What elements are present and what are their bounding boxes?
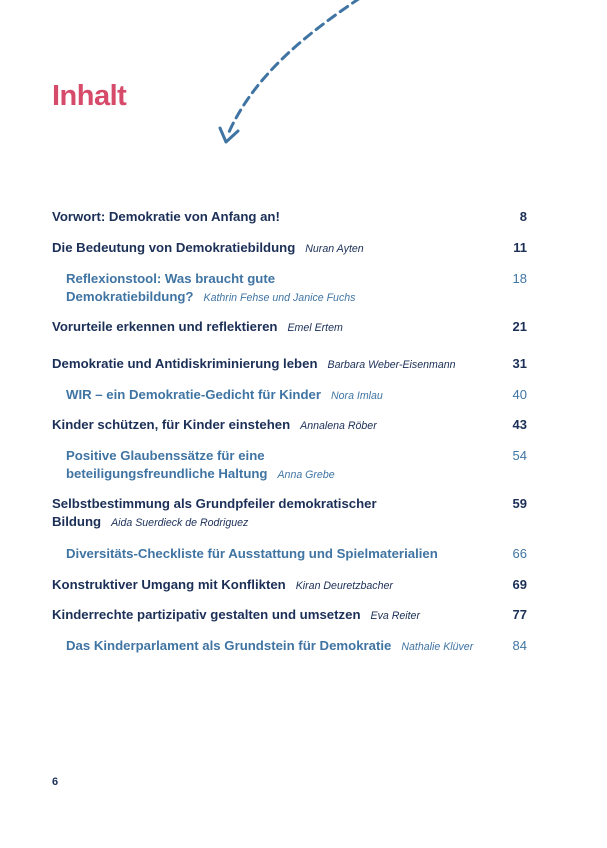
toc-entry-title-line: Positive Glaubenssätze für eine [66,448,265,463]
toc-entry-vorwort[interactable] [52,208,527,226]
toc-author: Aida Suerdieck de Rodriguez [111,517,249,529]
toc-entry-title-line: WIR – ein Demokratie-Gedicht für Kinder Nora Imlau [66,387,383,402]
toc-entry-kinder-schuetzen[interactable] [52,416,527,435]
toc-author: Kathrin Fehse und Janice Fuchs [203,292,356,304]
toc-page-number: 40 [512,387,527,402]
toc-entry-title-line: Kinder schützen, für Kinder einstehen Annalena Röber [52,417,377,432]
toc-entry-konflikte[interactable] [52,576,527,595]
toc-page-number: 66 [512,546,527,561]
toc-entry-diversitaets-checkliste[interactable] [66,545,527,563]
toc-page-number: 77 [512,607,527,622]
toc-entry-title-line: Reflexionstool: Was braucht gute [66,271,276,286]
toc-entry-title-line: Diversitäts-Checkliste für Ausstattung und Spielmaterialien [66,546,438,561]
toc-entry-title-line: Demokratie und Antidiskriminierung leben Barbara Weber-Eisenmann [52,356,456,371]
toc-author: Barbara Weber-Eisenmann [327,359,456,371]
toc-page-number: 59 [512,496,527,511]
toc-entry-title-line: Die Bedeutung von Demokratiebildung Nuran Ayten [52,240,364,255]
toc-page-number: 18 [512,271,527,286]
toc-entry-wir-gedicht[interactable] [66,386,527,405]
toc-entry-bedeutung-demokratiebildung[interactable] [52,239,527,258]
toc-page-number: 11 [513,240,527,255]
toc-author: Kiran Deuretzbacher [295,580,393,592]
toc-author: Nathalie Klüver [401,641,474,653]
toc-entry-title-line: beteiligungsfreundliche Haltung Anna Grebe [66,466,335,481]
toc-entry-vorurteile[interactable] [52,318,527,337]
toc-entry-kinderparlament[interactable] [66,637,527,656]
toc-author: Emel Ertem [287,322,343,334]
toc-author: Annalena Röber [300,420,377,432]
toc-entry-selbstbestimmung[interactable] [52,495,527,532]
toc-entry-glaubenssaetze[interactable] [66,447,527,484]
toc-entry-reflexionstool[interactable] [66,270,527,307]
page-number-footer: 6 [52,776,59,788]
toc-page-number: 54 [512,448,527,463]
toc-page-number: 31 [512,356,527,371]
toc-page-number: 69 [512,577,527,592]
toc-entry-title-line: Selbstbestimmung als Grundpfeiler demokratischer [52,496,377,511]
toc-entry-title-line: Das Kinderparlament als Grundstein für Demokratie Nathalie Klüver [66,638,474,653]
toc-author: Eva Reiter [370,610,420,622]
toc-entry-title-line: Konstruktiver Umgang mit Konflikten Kiran Deuretzbacher [52,577,393,592]
toc-entry-title-line: Kinderrechte partizipativ gestalten und umsetzen Eva Reiter [52,607,420,622]
toc-entry-title-line: Vorurteile erkennen und reflektieren Emel Ertem [52,319,343,334]
toc-entry-title-line: Demokratiebildung? Kathrin Fehse und Janice Fuchs [66,289,356,304]
dashed-arrow-icon [200,0,380,160]
toc-page-number: 84 [512,638,527,653]
page-title: Inhalt [52,80,127,112]
toc-author: Anna Grebe [277,469,335,481]
toc-page-number: 43 [512,417,527,432]
toc-entry-title-line: Bildung Aida Suerdieck de Rodriguez [52,514,249,529]
toc-author: Nuran Ayten [305,243,364,255]
toc-page-number: 8 [519,209,527,224]
toc-author: Nora Imlau [331,390,383,402]
toc-page-number: 21 [512,319,527,334]
toc-entry-antidiskriminierung[interactable] [52,355,527,374]
toc-entry-kinderrechte[interactable] [52,606,527,625]
toc-entry-title-line: Vorwort: Demokratie von Anfang an! [52,209,280,224]
